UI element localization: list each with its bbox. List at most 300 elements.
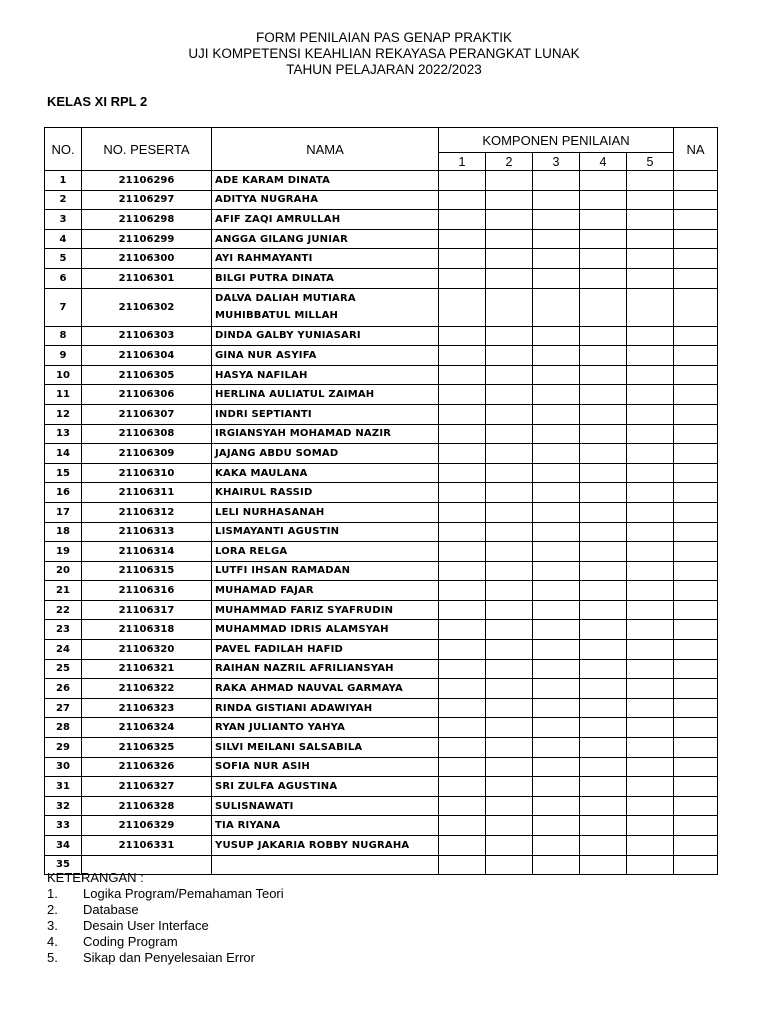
score-cell-komponen-2[interactable]: [486, 561, 533, 581]
row-no: 32: [45, 796, 82, 816]
row-no-peserta: 21106310: [82, 463, 212, 483]
score-cell-na[interactable]: [674, 620, 718, 640]
score-cell-komponen-2[interactable]: [486, 581, 533, 601]
score-cell-na[interactable]: [674, 816, 718, 836]
header-nama: NAMA: [212, 128, 439, 171]
score-cell-komponen-3[interactable]: [533, 326, 580, 346]
row-no-peserta: 21106300: [82, 249, 212, 269]
score-cell-komponen-4[interactable]: [580, 679, 627, 699]
row-no: 4: [45, 229, 82, 249]
score-cell-komponen-2[interactable]: [486, 855, 533, 875]
score-cell-komponen-1[interactable]: [439, 600, 486, 620]
score-cell-na[interactable]: [674, 365, 718, 385]
score-cell-komponen-5[interactable]: [627, 659, 674, 679]
row-nama: ANGGA GILANG JUNIAR: [212, 229, 439, 249]
score-cell-komponen-4[interactable]: [580, 600, 627, 620]
score-cell-komponen-2[interactable]: [486, 738, 533, 758]
score-cell-komponen-5[interactable]: [627, 365, 674, 385]
score-cell-komponen-1[interactable]: [439, 190, 486, 210]
score-cell-komponen-5[interactable]: [627, 542, 674, 562]
score-cell-komponen-3[interactable]: [533, 268, 580, 288]
row-no: 8: [45, 326, 82, 346]
score-cell-komponen-3[interactable]: [533, 542, 580, 562]
score-cell-na[interactable]: [674, 542, 718, 562]
score-cell-komponen-2[interactable]: [486, 542, 533, 562]
score-cell-komponen-1[interactable]: [439, 640, 486, 660]
score-cell-komponen-2[interactable]: [486, 171, 533, 191]
row-no: 19: [45, 542, 82, 562]
score-cell-komponen-3[interactable]: [533, 288, 580, 326]
score-cell-komponen-1[interactable]: [439, 620, 486, 640]
score-cell-na[interactable]: [674, 738, 718, 758]
score-cell-komponen-2[interactable]: [486, 718, 533, 738]
score-cell-komponen-4[interactable]: [580, 777, 627, 797]
row-no-peserta: 21106298: [82, 210, 212, 230]
score-cell-komponen-2[interactable]: [486, 463, 533, 483]
score-cell-komponen-4[interactable]: [580, 816, 627, 836]
table-row: [45, 679, 718, 699]
score-cell-komponen-5[interactable]: [627, 326, 674, 346]
row-no-peserta: 21106301: [82, 268, 212, 288]
score-cell-na[interactable]: [674, 600, 718, 620]
score-cell-komponen-5[interactable]: [627, 424, 674, 444]
row-no-peserta: 21106297: [82, 190, 212, 210]
score-cell-komponen-5[interactable]: [627, 346, 674, 366]
score-cell-komponen-2[interactable]: [486, 404, 533, 424]
row-no-peserta: 21106309: [82, 444, 212, 464]
score-cell-komponen-1[interactable]: [439, 210, 486, 230]
score-cell-komponen-5[interactable]: [627, 836, 674, 856]
score-cell-komponen-5[interactable]: [627, 463, 674, 483]
table-row: [45, 210, 718, 230]
assessment-table: [44, 127, 718, 875]
score-cell-komponen-2[interactable]: [486, 522, 533, 542]
score-cell-na[interactable]: [674, 171, 718, 191]
score-cell-komponen-4[interactable]: [580, 249, 627, 269]
score-cell-komponen-4[interactable]: [580, 620, 627, 640]
score-cell-komponen-3[interactable]: [533, 777, 580, 797]
score-cell-komponen-4[interactable]: [580, 836, 627, 856]
score-cell-komponen-5[interactable]: [627, 620, 674, 640]
keterangan-item-text: Coding Program: [83, 934, 178, 949]
table-row: [45, 581, 718, 601]
form-title: FORM PENILAIAN PAS GENAP PRAKTIK: [255, 30, 513, 45]
header-komponen: KOMPONEN PENILAIAN: [439, 128, 674, 153]
row-no-peserta: 21106312: [82, 502, 212, 522]
row-no-peserta: 21106314: [82, 542, 212, 562]
score-cell-komponen-4[interactable]: [580, 346, 627, 366]
score-cell-komponen-5[interactable]: [627, 229, 674, 249]
score-cell-komponen-2[interactable]: [486, 836, 533, 856]
score-cell-komponen-1[interactable]: [439, 288, 486, 326]
score-cell-komponen-5[interactable]: [627, 288, 674, 326]
table-row: [45, 522, 718, 542]
row-no-peserta: 21106322: [82, 679, 212, 699]
score-cell-komponen-2[interactable]: [486, 796, 533, 816]
row-no: 2: [45, 190, 82, 210]
score-cell-na[interactable]: [674, 268, 718, 288]
table-row: [45, 365, 718, 385]
score-cell-komponen-3[interactable]: [533, 855, 580, 875]
score-cell-komponen-5[interactable]: [627, 679, 674, 699]
score-cell-komponen-4[interactable]: [580, 326, 627, 346]
score-cell-komponen-1[interactable]: [439, 836, 486, 856]
score-cell-komponen-5[interactable]: [627, 581, 674, 601]
score-cell-na[interactable]: [674, 424, 718, 444]
score-cell-komponen-2[interactable]: [486, 365, 533, 385]
score-cell-komponen-3[interactable]: [533, 444, 580, 464]
score-cell-komponen-1[interactable]: [439, 738, 486, 758]
score-cell-komponen-3[interactable]: [533, 424, 580, 444]
score-cell-komponen-5[interactable]: [627, 502, 674, 522]
row-nama: GINA NUR ASYIFA: [212, 346, 439, 366]
row-no: 24: [45, 640, 82, 660]
class-label: KELAS XI RPL 2: [47, 94, 148, 109]
score-cell-komponen-3[interactable]: [533, 757, 580, 777]
row-nama: LELI NURHASANAH: [212, 502, 439, 522]
row-no: 16: [45, 483, 82, 503]
score-cell-komponen-2[interactable]: [486, 777, 533, 797]
row-no: 35: [45, 855, 82, 875]
score-cell-komponen-3[interactable]: [533, 836, 580, 856]
score-cell-komponen-1[interactable]: [439, 483, 486, 503]
score-cell-komponen-5[interactable]: [627, 757, 674, 777]
score-cell-komponen-3[interactable]: [533, 698, 580, 718]
row-nama: RYAN JULIANTO YAHYA: [212, 718, 439, 738]
score-cell-na[interactable]: [674, 463, 718, 483]
score-cell-komponen-2[interactable]: [486, 659, 533, 679]
score-cell-komponen-3[interactable]: [533, 738, 580, 758]
score-cell-komponen-4[interactable]: [580, 502, 627, 522]
score-cell-komponen-3[interactable]: [533, 365, 580, 385]
score-cell-komponen-1[interactable]: [439, 346, 486, 366]
score-cell-komponen-4[interactable]: [580, 424, 627, 444]
table-row: [45, 424, 718, 444]
score-cell-komponen-5[interactable]: [627, 816, 674, 836]
score-cell-komponen-4[interactable]: [580, 190, 627, 210]
score-cell-komponen-1[interactable]: [439, 757, 486, 777]
score-cell-komponen-1[interactable]: [439, 698, 486, 718]
score-cell-komponen-1[interactable]: [439, 268, 486, 288]
score-cell-komponen-2[interactable]: [486, 640, 533, 660]
row-nama: KHAIRUL RASSID: [212, 483, 439, 503]
score-cell-komponen-2[interactable]: [486, 444, 533, 464]
score-cell-na[interactable]: [674, 190, 718, 210]
score-cell-komponen-5[interactable]: [627, 640, 674, 660]
row-no: 25: [45, 659, 82, 679]
score-cell-komponen-2[interactable]: [486, 757, 533, 777]
score-cell-komponen-3[interactable]: [533, 522, 580, 542]
table-row: [45, 561, 718, 581]
score-cell-komponen-2[interactable]: [486, 385, 533, 405]
score-cell-komponen-4[interactable]: [580, 522, 627, 542]
score-cell-komponen-4[interactable]: [580, 757, 627, 777]
score-cell-komponen-5[interactable]: [627, 796, 674, 816]
score-cell-komponen-4[interactable]: [580, 581, 627, 601]
score-cell-komponen-3[interactable]: [533, 581, 580, 601]
score-cell-komponen-4[interactable]: [580, 365, 627, 385]
row-no: 18: [45, 522, 82, 542]
score-cell-komponen-3[interactable]: [533, 249, 580, 269]
score-cell-komponen-4[interactable]: [580, 404, 627, 424]
row-no: 3: [45, 210, 82, 230]
score-cell-komponen-2[interactable]: [486, 483, 533, 503]
score-cell-komponen-5[interactable]: [627, 404, 674, 424]
row-no-peserta: 21106311: [82, 483, 212, 503]
score-cell-komponen-4[interactable]: [580, 229, 627, 249]
row-nama: RAIHAN NAZRIL AFRILIANSYAH: [212, 659, 439, 679]
score-cell-na[interactable]: [674, 229, 718, 249]
score-cell-komponen-4[interactable]: [580, 718, 627, 738]
score-cell-komponen-1[interactable]: [439, 816, 486, 836]
score-cell-komponen-1[interactable]: [439, 679, 486, 699]
score-cell-komponen-2[interactable]: [486, 210, 533, 230]
row-nama: [212, 855, 439, 875]
score-cell-komponen-4[interactable]: [580, 659, 627, 679]
score-cell-komponen-3[interactable]: [533, 620, 580, 640]
score-cell-komponen-2[interactable]: [486, 679, 533, 699]
score-cell-komponen-4[interactable]: [580, 483, 627, 503]
score-cell-na[interactable]: [674, 836, 718, 856]
row-no-peserta: 21106302: [82, 288, 212, 326]
row-nama: JAJANG ABDU SOMAD: [212, 444, 439, 464]
score-cell-komponen-2[interactable]: [486, 326, 533, 346]
score-cell-komponen-1[interactable]: [439, 229, 486, 249]
score-cell-na[interactable]: [674, 777, 718, 797]
header-komponen-5: 5: [627, 153, 674, 171]
score-cell-na[interactable]: [674, 249, 718, 269]
score-cell-komponen-5[interactable]: [627, 268, 674, 288]
table-row: [45, 190, 718, 210]
row-no-peserta: 21106308: [82, 424, 212, 444]
score-cell-komponen-1[interactable]: [439, 659, 486, 679]
row-no-peserta: 21106328: [82, 796, 212, 816]
score-cell-komponen-4[interactable]: [580, 171, 627, 191]
row-nama: LUTFI IHSAN RAMADAN: [212, 561, 439, 581]
score-cell-komponen-1[interactable]: [439, 385, 486, 405]
table-row: [45, 777, 718, 797]
score-cell-komponen-1[interactable]: [439, 718, 486, 738]
keterangan-item-text: Database: [83, 902, 139, 917]
row-no-peserta: 21106324: [82, 718, 212, 738]
score-cell-komponen-3[interactable]: [533, 816, 580, 836]
table-row: [45, 757, 718, 777]
row-nama: INDRI SEPTIANTI: [212, 404, 439, 424]
score-cell-komponen-3[interactable]: [533, 640, 580, 660]
score-cell-komponen-2[interactable]: [486, 698, 533, 718]
row-no: 13: [45, 424, 82, 444]
score-cell-komponen-2[interactable]: [486, 268, 533, 288]
row-nama: BILGI PUTRA DINATA: [212, 268, 439, 288]
score-cell-komponen-2[interactable]: [486, 288, 533, 326]
table-row: [45, 385, 718, 405]
row-nama: IRGIANSYAH MOHAMAD NAZIR: [212, 424, 439, 444]
score-cell-komponen-2[interactable]: [486, 190, 533, 210]
score-cell-komponen-5[interactable]: [627, 718, 674, 738]
score-cell-komponen-2[interactable]: [486, 816, 533, 836]
row-nama: DINDA GALBY YUNIASARI: [212, 326, 439, 346]
score-cell-komponen-5[interactable]: [627, 698, 674, 718]
score-cell-komponen-3[interactable]: [533, 483, 580, 503]
row-nama: LORA RELGA: [212, 542, 439, 562]
score-cell-komponen-3[interactable]: [533, 171, 580, 191]
table-row: [45, 249, 718, 269]
score-cell-komponen-1[interactable]: [439, 561, 486, 581]
score-cell-na[interactable]: [674, 444, 718, 464]
score-cell-komponen-4[interactable]: [580, 561, 627, 581]
score-cell-komponen-4[interactable]: [580, 210, 627, 230]
score-cell-na[interactable]: [674, 522, 718, 542]
score-cell-komponen-3[interactable]: [533, 229, 580, 249]
score-cell-komponen-1[interactable]: [439, 796, 486, 816]
score-cell-komponen-5[interactable]: [627, 738, 674, 758]
score-cell-komponen-3[interactable]: [533, 679, 580, 699]
header-no-peserta: NO. PESERTA: [82, 128, 212, 171]
score-cell-komponen-5[interactable]: [627, 483, 674, 503]
score-cell-komponen-1[interactable]: [439, 326, 486, 346]
keterangan-item-text: Desain User Interface: [83, 918, 209, 933]
score-cell-komponen-5[interactable]: [627, 190, 674, 210]
score-cell-na[interactable]: [674, 855, 718, 875]
score-cell-komponen-3[interactable]: [533, 561, 580, 581]
score-cell-komponen-2[interactable]: [486, 620, 533, 640]
score-cell-komponen-5[interactable]: [627, 522, 674, 542]
score-cell-komponen-2[interactable]: [486, 229, 533, 249]
score-cell-komponen-1[interactable]: [439, 502, 486, 522]
row-no: 9: [45, 346, 82, 366]
score-cell-komponen-3[interactable]: [533, 659, 580, 679]
keterangan-item-text: Sikap dan Penyelesaian Error: [83, 950, 255, 965]
score-cell-na[interactable]: [674, 502, 718, 522]
score-cell-komponen-1[interactable]: [439, 365, 486, 385]
score-cell-komponen-1[interactable]: [439, 777, 486, 797]
score-cell-komponen-1[interactable]: [439, 404, 486, 424]
score-cell-komponen-2[interactable]: [486, 502, 533, 522]
score-cell-komponen-2[interactable]: [486, 424, 533, 444]
row-nama: ADITYA NUGRAHA: [212, 190, 439, 210]
score-cell-komponen-4[interactable]: [580, 698, 627, 718]
score-cell-komponen-5[interactable]: [627, 444, 674, 464]
score-cell-komponen-5[interactable]: [627, 385, 674, 405]
score-cell-komponen-1[interactable]: [439, 444, 486, 464]
score-cell-komponen-5[interactable]: [627, 249, 674, 269]
row-no-peserta: 21106306: [82, 385, 212, 405]
score-cell-komponen-4[interactable]: [580, 463, 627, 483]
score-cell-na[interactable]: [674, 561, 718, 581]
row-nama: SOFIA NUR ASIH: [212, 757, 439, 777]
score-cell-komponen-5[interactable]: [627, 777, 674, 797]
score-cell-komponen-5[interactable]: [627, 855, 674, 875]
score-cell-komponen-4[interactable]: [580, 444, 627, 464]
score-cell-komponen-5[interactable]: [627, 210, 674, 230]
row-no: 20: [45, 561, 82, 581]
score-cell-na[interactable]: [674, 640, 718, 660]
score-cell-komponen-1[interactable]: [439, 171, 486, 191]
score-cell-komponen-1[interactable]: [439, 522, 486, 542]
row-no-peserta: 21106323: [82, 698, 212, 718]
score-cell-na[interactable]: [674, 796, 718, 816]
table-row: [45, 816, 718, 836]
table-row: [45, 483, 718, 503]
score-cell-na[interactable]: [674, 404, 718, 424]
score-cell-komponen-3[interactable]: [533, 385, 580, 405]
score-cell-na[interactable]: [674, 679, 718, 699]
score-cell-komponen-4[interactable]: [580, 796, 627, 816]
keterangan-item-number: 4.: [47, 934, 58, 949]
score-cell-na[interactable]: [674, 718, 718, 738]
score-cell-na[interactable]: [674, 757, 718, 777]
table-row: [45, 404, 718, 424]
score-cell-komponen-4[interactable]: [580, 288, 627, 326]
score-cell-komponen-1[interactable]: [439, 463, 486, 483]
row-nama: AFIF ZAQI AMRULLAH: [212, 210, 439, 230]
row-no-peserta: 21106316: [82, 581, 212, 601]
row-no: 11: [45, 385, 82, 405]
row-nama: LISMAYANTI AGUSTIN: [212, 522, 439, 542]
header-na: NA: [674, 128, 718, 171]
score-cell-komponen-3[interactable]: [533, 796, 580, 816]
row-nama: MUHAMAD FAJAR: [212, 581, 439, 601]
score-cell-komponen-1[interactable]: [439, 424, 486, 444]
score-cell-komponen-4[interactable]: [580, 268, 627, 288]
score-cell-komponen-3[interactable]: [533, 502, 580, 522]
score-cell-komponen-4[interactable]: [580, 542, 627, 562]
row-no-peserta: 21106325: [82, 738, 212, 758]
row-nama-line2: MUHIBBATUL MILLAH: [215, 310, 339, 322]
row-no: 5: [45, 249, 82, 269]
row-no: 15: [45, 463, 82, 483]
row-no: 6: [45, 268, 82, 288]
score-cell-na[interactable]: [674, 210, 718, 230]
score-cell-komponen-3[interactable]: [533, 404, 580, 424]
score-cell-na[interactable]: [674, 326, 718, 346]
row-no: 31: [45, 777, 82, 797]
score-cell-komponen-1[interactable]: [439, 855, 486, 875]
score-cell-na[interactable]: [674, 698, 718, 718]
score-cell-komponen-5[interactable]: [627, 600, 674, 620]
score-cell-komponen-5[interactable]: [627, 561, 674, 581]
score-cell-komponen-3[interactable]: [533, 600, 580, 620]
form-year: TAHUN PELAJARAN 2022/2023: [286, 62, 482, 77]
score-cell-na[interactable]: [674, 483, 718, 503]
score-cell-komponen-4[interactable]: [580, 738, 627, 758]
score-cell-komponen-5[interactable]: [627, 171, 674, 191]
score-cell-na[interactable]: [674, 581, 718, 601]
score-cell-komponen-2[interactable]: [486, 600, 533, 620]
score-cell-na[interactable]: [674, 288, 718, 326]
score-cell-komponen-3[interactable]: [533, 463, 580, 483]
header-komponen-4: 4: [580, 153, 627, 171]
score-cell-komponen-3[interactable]: [533, 210, 580, 230]
score-cell-na[interactable]: [674, 659, 718, 679]
score-cell-komponen-2[interactable]: [486, 346, 533, 366]
score-cell-komponen-4[interactable]: [580, 640, 627, 660]
score-cell-na[interactable]: [674, 346, 718, 366]
score-cell-komponen-1[interactable]: [439, 249, 486, 269]
row-no-peserta: 21106299: [82, 229, 212, 249]
score-cell-komponen-3[interactable]: [533, 346, 580, 366]
score-cell-komponen-1[interactable]: [439, 542, 486, 562]
score-cell-komponen-3[interactable]: [533, 190, 580, 210]
score-cell-komponen-3[interactable]: [533, 718, 580, 738]
score-cell-komponen-2[interactable]: [486, 249, 533, 269]
score-cell-na[interactable]: [674, 385, 718, 405]
score-cell-komponen-4[interactable]: [580, 385, 627, 405]
score-cell-komponen-4[interactable]: [580, 855, 627, 875]
row-no: 33: [45, 816, 82, 836]
table-row: [45, 640, 718, 660]
score-cell-komponen-1[interactable]: [439, 581, 486, 601]
